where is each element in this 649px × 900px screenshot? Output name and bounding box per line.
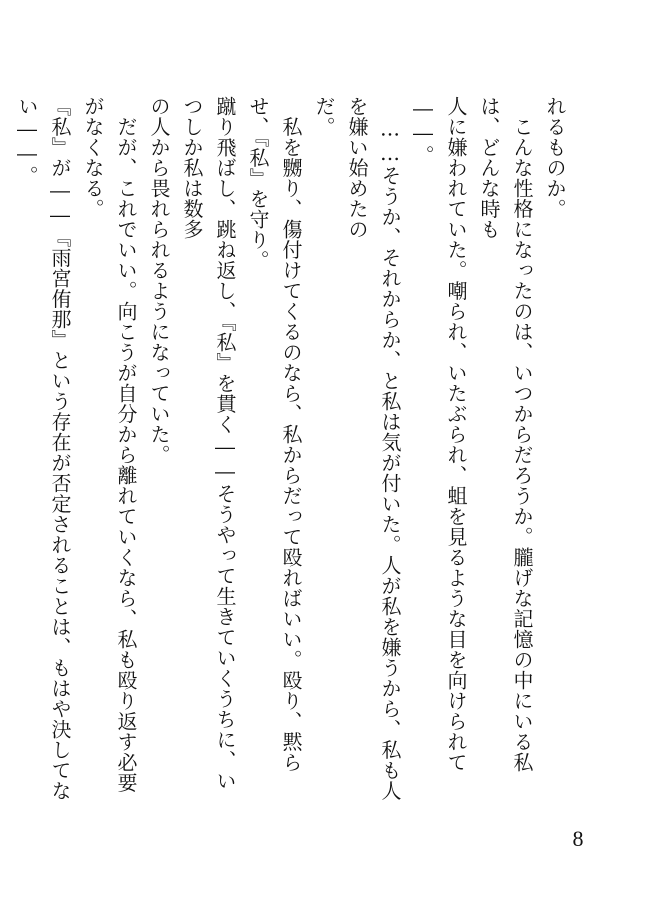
text-line: れるものか。 [543,96,567,219]
text-line: 『私』が――『雨宮侑那』という存在が否定されることは、もはや決してない――。 [15,96,72,801]
blank-line [0,96,10,810]
page-number: 8 [572,826,584,851]
text-line: こんな性格になったのは、いつからだろうか。朧げな記憶の中にいる私は、どんな時も [477,96,534,773]
text-line: 私を嬲り、傷付けてくるのなら、私からだって殴ればいい。殴り、黙らせ、『私』を守り。 [246,96,303,773]
vertical-text-body [15,96,571,810]
text-line: の人から畏れられるようになっていた。 [147,96,171,465]
text-line: だが、これでいい。向こうが自分から離れていくなら、私も殴り返す必要がなくなる。 [81,96,138,793]
text-line: 人に嫌われていた。嘲られ、いたぶられ、蛆を見るような目を向けられて――。 [411,96,468,773]
text-line: だ。 [312,96,336,137]
text-line: ……そうか、それからか、と私は気が付いた。人が私を嫌うから、私も人を嫌い始めたの [345,96,402,801]
text-line: 蹴り飛ばし、跳ね返し、『私』を貫く――そうやって生きていくうちに、いつしか私は数多 [180,96,237,791]
